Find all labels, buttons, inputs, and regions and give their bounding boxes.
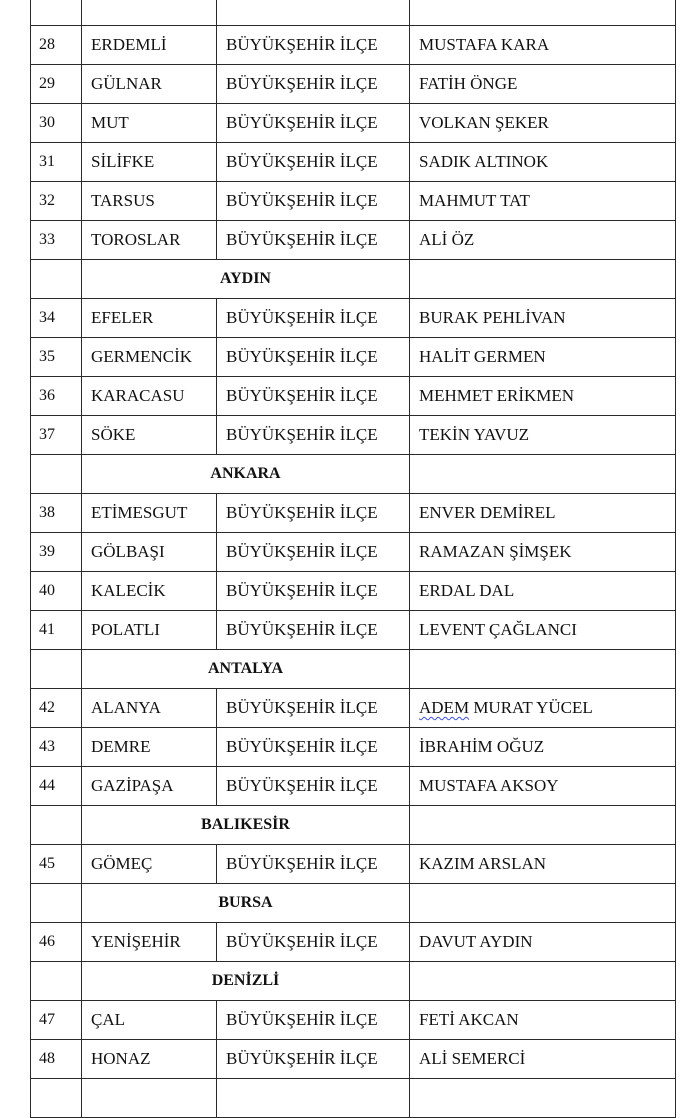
- province-header-row: [31, 260, 676, 299]
- candidate-cell: MUSTAFA AKSOY: [410, 767, 676, 806]
- district-cell: GERMENCİK: [82, 338, 217, 377]
- table-row: [31, 611, 676, 650]
- category-cell: BÜYÜKŞEHİR İLÇE: [217, 572, 410, 611]
- candidate-cell: TEKİN YAVUZ: [410, 416, 676, 455]
- district-cell: GÖMEÇ: [82, 845, 217, 884]
- district-cell: ETİMESGUT: [82, 494, 217, 533]
- table-row: [31, 143, 676, 182]
- candidate-cell: ALİ SEMERCİ: [410, 1040, 676, 1079]
- district-cell: DEMRE: [82, 728, 217, 767]
- category-cell: BÜYÜKŞEHİR İLÇE: [217, 65, 410, 104]
- empty-cell: [410, 650, 676, 689]
- row-number: 48: [31, 1040, 82, 1079]
- category-cell: BÜYÜKŞEHİR İLÇE: [217, 533, 410, 572]
- row-number: 46: [31, 923, 82, 962]
- district-cell: MUT: [82, 104, 217, 143]
- category-cell: BÜYÜKŞEHİR İLÇE: [217, 767, 410, 806]
- candidate-table: [30, 0, 676, 1118]
- province-header-row: [31, 455, 676, 494]
- candidate-cell: ALİ ÖZ: [410, 221, 676, 260]
- province-header: ANKARA: [82, 455, 410, 494]
- row-number: 47: [31, 1001, 82, 1040]
- candidate-cell: DAVUT AYDIN: [410, 923, 676, 962]
- category-cell: BÜYÜKŞEHİR İLÇE: [217, 689, 410, 728]
- empty-cell: [31, 650, 82, 689]
- empty-cell: [31, 806, 82, 845]
- table-row: [31, 377, 676, 416]
- empty-cell: [410, 884, 676, 923]
- candidate-cell: VOLKAN ŞEKER: [410, 104, 676, 143]
- district-cell: [82, 0, 217, 26]
- province-header-row: [31, 650, 676, 689]
- empty-cell: [410, 806, 676, 845]
- province-header: BURSA: [82, 884, 410, 923]
- table-row: [31, 1001, 676, 1040]
- district-cell: GÖLBAŞI: [82, 533, 217, 572]
- district-cell: EFELER: [82, 299, 217, 338]
- table-row: [31, 767, 676, 806]
- empty-cell: [410, 962, 676, 1001]
- category-cell: BÜYÜKŞEHİR İLÇE: [217, 182, 410, 221]
- district-cell: SÖKE: [82, 416, 217, 455]
- category-cell: BÜYÜKŞEHİR İLÇE: [217, 377, 410, 416]
- table-row: [31, 338, 676, 377]
- row-number: 30: [31, 104, 82, 143]
- district-cell: POLATLI: [82, 611, 217, 650]
- table-row: [31, 689, 676, 728]
- candidate-cell: [410, 689, 676, 728]
- district-cell: TOROSLAR: [82, 221, 217, 260]
- candidate-cell: FETİ AKCAN: [410, 1001, 676, 1040]
- candidate-cell: ENVER DEMİREL: [410, 494, 676, 533]
- row-number: 44: [31, 767, 82, 806]
- table-row: [31, 1079, 676, 1118]
- province-header: ANTALYA: [82, 650, 410, 689]
- row-number: 37: [31, 416, 82, 455]
- table-row: [31, 533, 676, 572]
- candidate-cell: [410, 0, 676, 26]
- province-header: AYDIN: [82, 260, 410, 299]
- district-cell: SİLİFKE: [82, 143, 217, 182]
- row-number: 38: [31, 494, 82, 533]
- category-cell: BÜYÜKŞEHİR İLÇE: [217, 494, 410, 533]
- district-cell: GAZİPAŞA: [82, 767, 217, 806]
- row-number: 29: [31, 65, 82, 104]
- category-cell: BÜYÜKŞEHİR İLÇE: [217, 143, 410, 182]
- table-row: [31, 494, 676, 533]
- row-number: 33: [31, 221, 82, 260]
- district-cell: KALECİK: [82, 572, 217, 611]
- category-cell: BÜYÜKŞEHİR İLÇE: [217, 1040, 410, 1079]
- district-cell: ERDEMLİ: [82, 26, 217, 65]
- table-row: [31, 416, 676, 455]
- candidate-cell: ERDAL DAL: [410, 572, 676, 611]
- candidate-cell: [410, 1079, 676, 1118]
- candidate-cell: FATİH ÖNGE: [410, 65, 676, 104]
- district-cell: HONAZ: [82, 1040, 217, 1079]
- empty-cell: [31, 884, 82, 923]
- row-number: 39: [31, 533, 82, 572]
- category-cell: BÜYÜKŞEHİR İLÇE: [217, 26, 410, 65]
- district-cell: GÜLNAR: [82, 65, 217, 104]
- candidate-cell: KAZIM ARSLAN: [410, 845, 676, 884]
- category-cell: BÜYÜKŞEHİR İLÇE: [217, 1001, 410, 1040]
- row-number: [31, 0, 82, 26]
- district-cell: TARSUS: [82, 182, 217, 221]
- row-number: 41: [31, 611, 82, 650]
- row-number: 35: [31, 338, 82, 377]
- category-cell: BÜYÜKŞEHİR İLÇE: [217, 338, 410, 377]
- candidate-cell: LEVENT ÇAĞLANCI: [410, 611, 676, 650]
- category-cell: BÜYÜKŞEHİR İLÇE: [217, 611, 410, 650]
- category-cell: BÜYÜKŞEHİR İLÇE: [217, 299, 410, 338]
- category-cell: [217, 0, 410, 26]
- row-number: 43: [31, 728, 82, 767]
- candidate-cell: BURAK PEHLİVAN: [410, 299, 676, 338]
- candidate-cell: MEHMET ERİKMEN: [410, 377, 676, 416]
- province-header: BALIKESİR: [82, 806, 410, 845]
- district-cell: YENİŞEHİR: [82, 923, 217, 962]
- province-header-row: [31, 962, 676, 1001]
- empty-cell: [31, 962, 82, 1001]
- row-number: 34: [31, 299, 82, 338]
- table-row: [31, 923, 676, 962]
- row-number: 45: [31, 845, 82, 884]
- candidate-name-rest: MURAT YÜCEL: [469, 698, 593, 717]
- category-cell: BÜYÜKŞEHİR İLÇE: [217, 728, 410, 767]
- table-row: [31, 26, 676, 65]
- category-cell: BÜYÜKŞEHİR İLÇE: [217, 845, 410, 884]
- candidate-cell: MAHMUT TAT: [410, 182, 676, 221]
- candidate-cell: MUSTAFA KARA: [410, 26, 676, 65]
- province-header: DENİZLİ: [82, 962, 410, 1001]
- district-cell: KARACASU: [82, 377, 217, 416]
- row-number: 36: [31, 377, 82, 416]
- candidate-cell: HALİT GERMEN: [410, 338, 676, 377]
- table-row: [31, 572, 676, 611]
- empty-cell: [31, 455, 82, 494]
- empty-cell: [31, 260, 82, 299]
- table-row: [31, 299, 676, 338]
- empty-cell: [410, 455, 676, 494]
- province-header-row: [31, 884, 676, 923]
- category-cell: [217, 1079, 410, 1118]
- category-cell: BÜYÜKŞEHİR İLÇE: [217, 104, 410, 143]
- row-number: 42: [31, 689, 82, 728]
- table-row: [31, 0, 676, 26]
- category-cell: BÜYÜKŞEHİR İLÇE: [217, 221, 410, 260]
- table-row: [31, 221, 676, 260]
- row-number: 40: [31, 572, 82, 611]
- row-number: 28: [31, 26, 82, 65]
- row-number: 32: [31, 182, 82, 221]
- table-row: [31, 104, 676, 143]
- table-row: [31, 728, 676, 767]
- row-number: [31, 1079, 82, 1118]
- candidate-cell: SADIK ALTINOK: [410, 143, 676, 182]
- empty-cell: [410, 260, 676, 299]
- district-cell: [82, 1079, 217, 1118]
- candidate-cell: İBRAHİM OĞUZ: [410, 728, 676, 767]
- province-header-row: [31, 806, 676, 845]
- district-cell: ÇAL: [82, 1001, 217, 1040]
- candidate-cell: RAMAZAN ŞİMŞEK: [410, 533, 676, 572]
- row-number: 31: [31, 143, 82, 182]
- district-cell: ALANYA: [82, 689, 217, 728]
- category-cell: BÜYÜKŞEHİR İLÇE: [217, 923, 410, 962]
- category-cell: BÜYÜKŞEHİR İLÇE: [217, 416, 410, 455]
- table-row: [31, 182, 676, 221]
- table-row: [31, 845, 676, 884]
- spellcheck-flagged-word: ADEM: [419, 698, 470, 717]
- table-row: [31, 65, 676, 104]
